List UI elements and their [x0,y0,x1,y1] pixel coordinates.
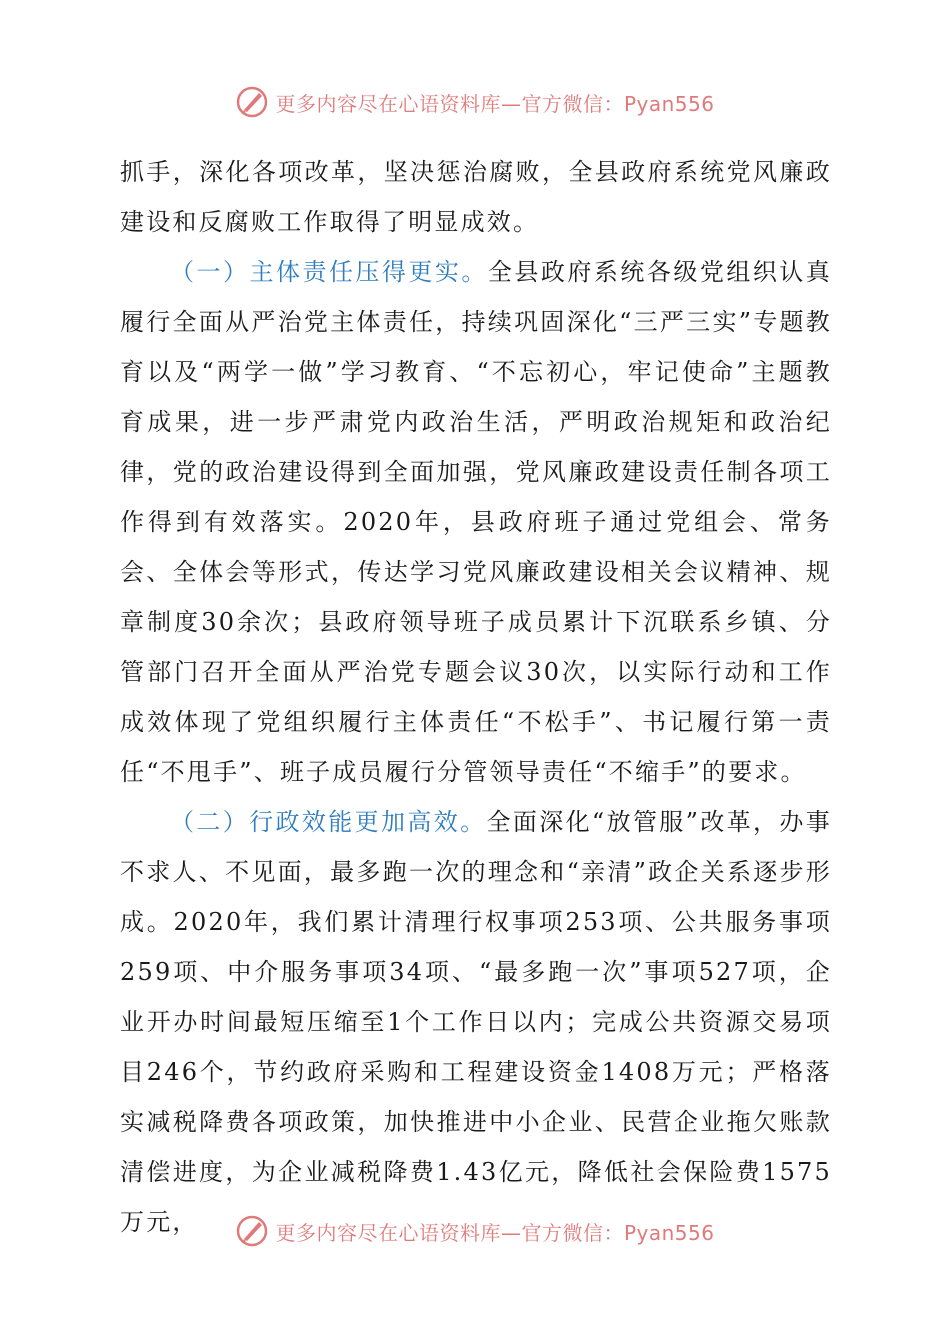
paragraph-intro [120,147,832,247]
paragraph-text: 全面深化“放管服”改革，办事不求人、不见面，最多跑一次的理念和“亲清”政企关系逐步形成。2020年，我们累计清理行权事项253项、公共服务事项259项、中介服务事项34项、“最多跑一次”事项527项，企业开办时间最短压缩至1个工作日以内；完成公共资源交易项目246个，节约政府采购和工程建设资金1408万元；严格落实减税降费各项政策，加快推进中小企业、民营企业拖欠账款清偿进度，为企业减税降费1.43亿元，降低社会保险费1575万元， [120,808,833,1236]
watermark-banner-bottom [0,1211,950,1251]
section-heading: （一）主体责任压得更实。 [170,258,488,286]
quill-pen-logo-icon [235,85,269,119]
paragraph-section-2 [120,797,832,1247]
paragraph-text: 抓手，深化各项改革，坚决惩治腐败，全县政府系统党风廉政建设和反腐败工作取得了明显成效。 [120,158,832,236]
document-body [120,147,832,1247]
section-heading: （二）行政效能更加高效。 [170,808,487,836]
watermark-text: 更多内容尽在心语资料库—官方微信：Pyan556 [275,91,715,116]
watermark-text: 更多内容尽在心语资料库—官方微信：Pyan556 [275,1220,715,1245]
quill-pen-logo-icon [235,1214,269,1248]
watermark-banner-top [0,82,950,122]
paragraph-text: 全县政府系统各级党组织认真履行全面从严治党主体责任，持续巩固深化“三严三实”专题教育以及“两学一做”学习教育、“不忘初心，牢记使命”主题教育成果，进一步严肃党内政治生活，严明政治规矩和政治纪律，党的政治建设得到全面加强，党风廉政建设责任制各项工作得到有效落实。2020年，县政府班子通过党组会、常务会、全体会等形式，传达学习党风廉政建设相关会议精神、规章制度30余次；县政府领导班子成员累计下沉联系乡镇、分管部门召开全面从严治党专题会议30次，以实际行动和工作成效体现了党组织履行主体责任“不松手”、书记履行第一责任“不甩手”、班子成员履行分管领导责任“不缩手”的要求。 [120,258,832,786]
paragraph-section-1 [120,247,832,797]
